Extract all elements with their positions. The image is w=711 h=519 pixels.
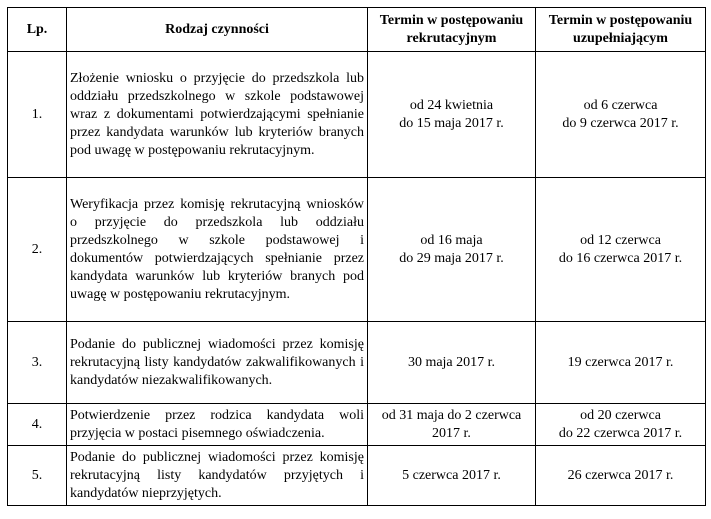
row-number: 5. (8, 446, 67, 506)
supplementary-term-line2: do 16 czerwca 2017 r. (558, 250, 683, 266)
activity-description: Złożenie wniosku o przyjęcie do przedszkola lub oddziału przedszkolnego w szkole podstawowej wraz z dokumentami potwierdzającymi spełnianie przez kandydata warunków lub kryteriów branych pod uwagę w postępowaniu rekrutacyjnym. (67, 52, 368, 178)
supplementary-term (536, 322, 706, 404)
activity-description: Weryfikacja przez komisję rekrutacyjną wniosków o przyjęcie do przedszkola lub oddziału przedszkolnego w szkole podstawowej i dokumentów potwierdzających spełnianie przez kandydata warunków lub kryteriów branych pod uwagę w postępowaniu rekrutacyjnym. (67, 178, 368, 322)
row-number: 2. (8, 178, 67, 322)
table-row (8, 446, 706, 506)
header-supplementary-line1: Termin w postępowaniu (548, 12, 693, 28)
supplementary-term (536, 178, 706, 322)
recruitment-term (368, 178, 536, 322)
supplementary-term-line1: od 6 czerwca (583, 97, 658, 113)
table-row (8, 322, 706, 404)
header-recruitment-line1: Termin w postępowaniu (379, 12, 524, 28)
row-number: 1. (8, 52, 67, 178)
recruitment-term-line2: 2017 r. (432, 425, 471, 441)
recruitment-term (368, 404, 536, 446)
recruitment-term (368, 446, 536, 506)
supplementary-term (536, 404, 706, 446)
supplementary-term-line2: do 9 czerwca 2017 r. (562, 115, 679, 131)
recruitment-term-line2: do 15 maja 2017 r. (399, 115, 504, 131)
table-row (8, 52, 706, 178)
row-number: 3. (8, 322, 67, 404)
recruitment-term-line1: 5 czerwca 2017 r. (402, 467, 501, 483)
supplementary-term-line1: od 20 czerwca (580, 407, 661, 423)
recruitment-term-line2: do 29 maja 2017 r. (399, 250, 504, 266)
supplementary-term (536, 52, 706, 178)
recruitment-term (368, 322, 536, 404)
activity-description: Potwierdzenie przez rodzica kandydata woli przyjęcia w postaci pisemnego oświadczenia. (67, 404, 368, 446)
table-row (8, 404, 706, 446)
table-header-row (8, 8, 706, 52)
header-recruitment-line2: rekrutacyjnym (406, 30, 497, 46)
supplementary-term-line1: 19 czerwca 2017 r. (567, 354, 674, 370)
supplementary-term-line2: do 22 czerwca 2017 r. (558, 425, 683, 441)
activity-description: Podanie do publicznej wiadomości przez komisję rekrutacyjną listy kandydatów przyjętych i kandydatów nieprzyjętych. (67, 446, 368, 506)
header-lp: Lp. (8, 8, 67, 52)
header-recruitment-term (368, 8, 536, 52)
header-activity: Rodzaj czynności (67, 8, 368, 52)
recruitment-term-line1: od 16 maja (420, 232, 483, 248)
supplementary-term-line1: 26 czerwca 2017 r. (567, 467, 674, 483)
activity-description: Podanie do publicznej wiadomości przez komisję rekrutacyjną listy kandydatów zakwalifikowanych i kandydatów niezakwalifikowanych. (67, 322, 368, 404)
header-supplementary-line2: uzupełniającym (573, 30, 668, 46)
supplementary-term-line1: od 12 czerwca (580, 232, 661, 248)
recruitment-schedule-table (7, 7, 706, 506)
header-supplementary-term (536, 8, 706, 52)
recruitment-term-line1: 30 maja 2017 r. (407, 354, 496, 370)
recruitment-term-line1: od 31 maja do 2 czerwca (381, 407, 522, 423)
supplementary-term (536, 446, 706, 506)
row-number: 4. (8, 404, 67, 446)
table-row (8, 178, 706, 322)
recruitment-term-line1: od 24 kwietnia (409, 97, 494, 113)
recruitment-term (368, 52, 536, 178)
